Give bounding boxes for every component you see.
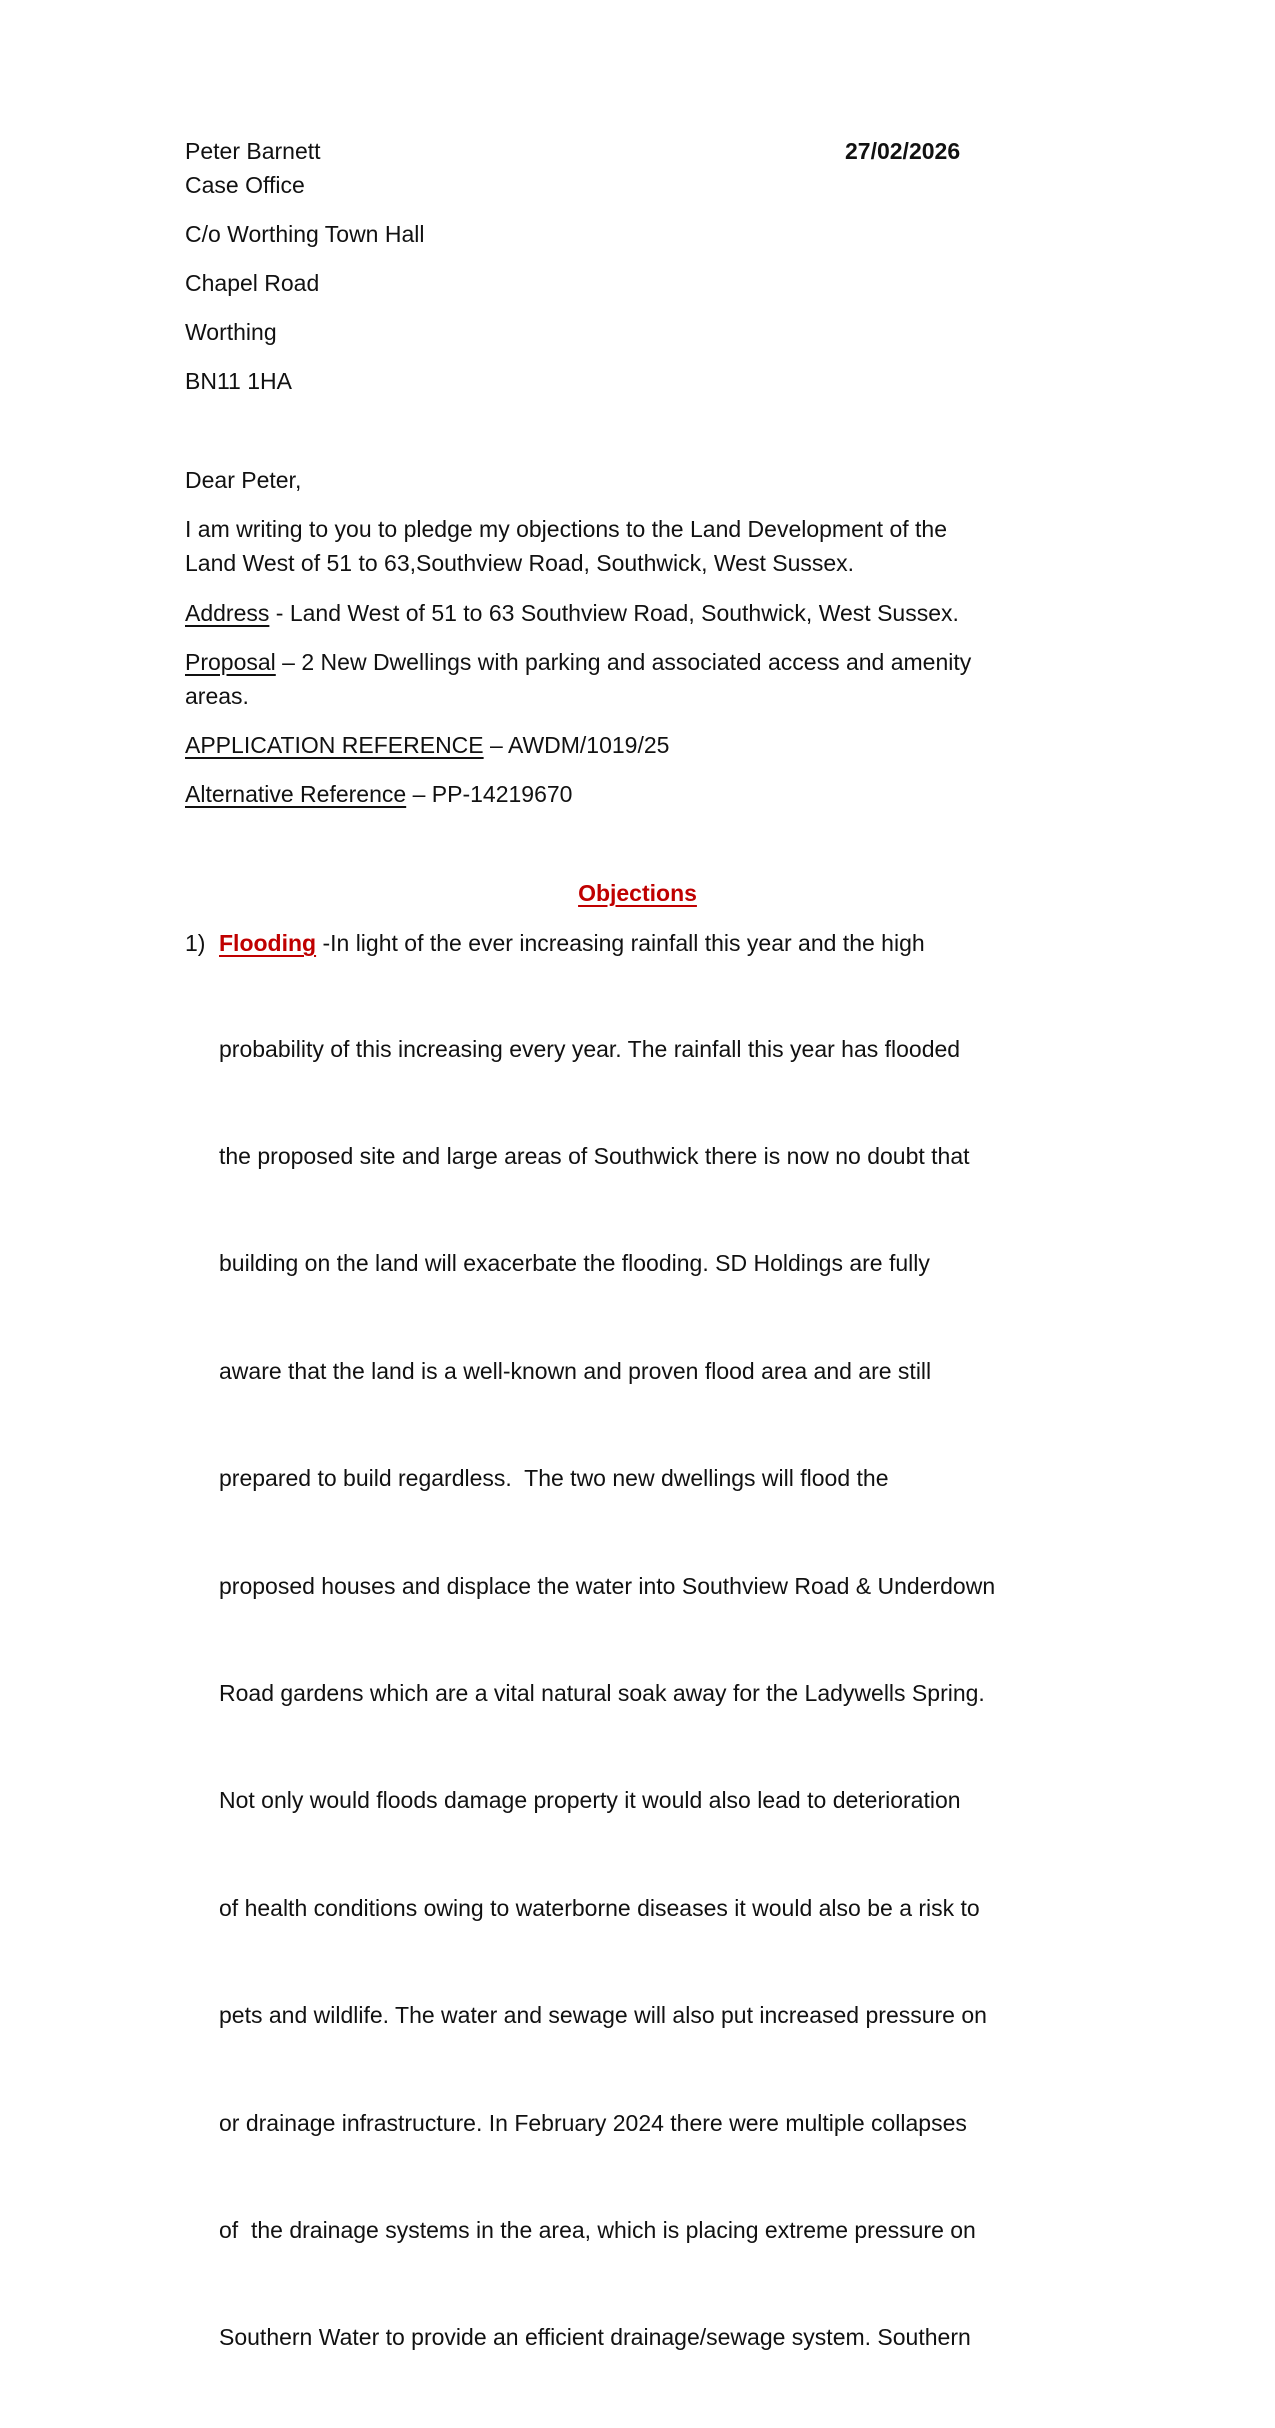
alternative-reference-value: PP-14219670 [431, 781, 573, 807]
application-reference-separator: – [483, 732, 508, 758]
proposal-value-line-2: areas. [185, 683, 249, 709]
objections-heading: Objections [578, 880, 697, 906]
address-label: Address [185, 600, 270, 626]
alternative-reference-label: Alternative Reference [185, 781, 407, 807]
proposal-field [185, 645, 971, 679]
objection-1-line: aware that the land is a well-known and proven flood area and are still [219, 1357, 932, 1384]
intro-line-2: Land West of 51 to 63,Southview Road, Southwick, West Sussex. [185, 550, 855, 576]
objection-1-line: probability of this increasing every year. The rainfall this year has flooded [219, 1035, 961, 1062]
objection-1-line: of the drainage systems in the area, which is placing extreme pressure on [219, 2216, 976, 2243]
objection-1-line: of health conditions owing to waterborne diseases it would also be a risk to [219, 1894, 980, 1921]
application-reference-value: AWDM/1019/25 [507, 732, 670, 758]
address-line-1: C/o Worthing Town Hall [185, 221, 425, 247]
alternative-reference-separator: – [406, 781, 432, 807]
salutation: Dear Peter, [185, 467, 302, 493]
alternative-reference-field [185, 777, 572, 811]
objection-1-line: prepared to build regardless. The two new dwellings will flood the [219, 1465, 889, 1492]
objection-1-line: Road gardens which are a vital natural soak away for the Ladywells Spring. [219, 1679, 985, 1706]
proposal-value-line-1: 2 New Dwellings with parking and associated access and amenity [301, 649, 972, 675]
proposal-separator: – [275, 649, 302, 675]
address-line-3: Worthing [185, 319, 277, 345]
address-field [185, 596, 959, 630]
objection-1-body [219, 960, 1079, 2428]
intro-line-1: I am writing to you to pledge my objections to the Land Development of the [185, 516, 947, 542]
letter-date: 27/02/2026 [845, 138, 961, 164]
objection-1-line: building on the land will exacerbate the flooding. SD Holdings are fully [219, 1250, 930, 1277]
address-value: Land West of 51 to 63 Southview Road, Southwick, West Sussex. [289, 600, 959, 626]
objection-1-first-line-text: -In light of the ever increasing rainfall this year and the high [316, 930, 925, 956]
objection-1-first-line [219, 926, 925, 960]
objection-1-line: or drainage infrastructure. In February 2024 there were multiple collapses [219, 2109, 967, 2136]
objection-1-heading: Flooding [219, 930, 317, 956]
address-separator: - [269, 600, 290, 626]
recipient-name: Peter Barnett [185, 138, 321, 164]
objection-1-line: Not only would floods damage property it would also lead to deterioration [219, 1787, 961, 1814]
objection-1-line: pets and wildlife. The water and sewage will also put increased pressure on [219, 2002, 987, 2029]
address-line-2: Chapel Road [185, 270, 320, 296]
address-line-4: BN11 1HA [185, 368, 292, 394]
application-reference-label: APPLICATION REFERENCE [185, 732, 484, 758]
objection-1-line: Southern Water to provide an efficient drainage/sewage system. Southern [219, 2324, 971, 2351]
objection-1-line: the proposed site and large areas of Southwick there is now no doubt that [219, 1142, 970, 1169]
application-reference-field [185, 728, 669, 762]
recipient-role: Case Office [185, 172, 305, 198]
objection-1-line: proposed houses and displace the water into Southview Road & Underdown [219, 1572, 996, 1599]
proposal-label: Proposal [185, 649, 276, 675]
objection-1-number: 1) [185, 930, 206, 956]
